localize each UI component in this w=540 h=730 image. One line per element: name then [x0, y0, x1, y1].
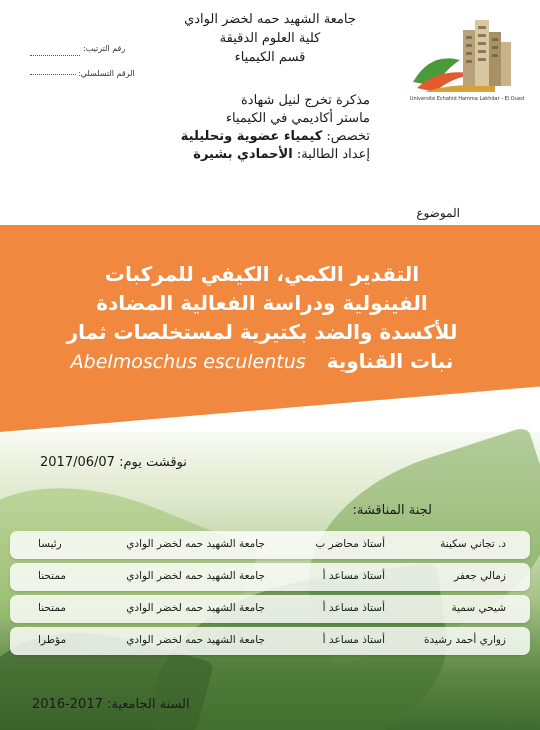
- member-rank: أستاذ مساعد أ: [322, 602, 385, 614]
- committee-row: [10, 627, 530, 655]
- defense-date-line: [40, 455, 187, 470]
- member-university: جامعة الشهيد حمه لخضر الوادي: [126, 634, 265, 646]
- title-line-2: الفينولية ودراسة الفعالية المضادة: [96, 291, 428, 315]
- member-role: رئيسا: [38, 538, 62, 550]
- ref-serial-dots: [30, 74, 76, 75]
- ref-order-dots: [30, 55, 80, 56]
- member-university: جامعة الشهيد حمه لخضر الوادي: [126, 570, 265, 582]
- title-plant-latin: Abelmoschus esculentus: [70, 351, 306, 373]
- thesis-degree-line: مذكرة تخرج لنيل شهادة: [240, 93, 370, 108]
- thesis-info: [70, 92, 370, 164]
- defense-label: نوقشت يوم:: [119, 455, 187, 470]
- thesis-title: [32, 260, 492, 377]
- faculty-name: كلية العلوم الدقيقة: [219, 31, 321, 46]
- ref-order-label: رقم الترتيب:: [83, 44, 126, 53]
- academic-year-value: 2016-2017: [32, 697, 103, 712]
- svg-text:Université Echahid Hamma Lakhd: Université Echahid Hamma Lakhdar - El Oued: [409, 96, 525, 102]
- specialty-value: كيمياء عضوية وتحليلية: [180, 129, 323, 144]
- title-plant-arabic: نبات القناوية: [326, 349, 454, 373]
- member-role: ممتحنا: [38, 570, 67, 582]
- title-line-4: [32, 347, 492, 377]
- member-rank: أستاذ مساعد أ: [322, 634, 385, 646]
- defense-date: 2017/06/07: [40, 455, 115, 470]
- member-role: مؤطرا: [38, 634, 67, 646]
- title-line-1: التقدير الكمي، الكيفي للمركبات: [104, 262, 420, 286]
- department-name: قسم الكيمياء: [234, 50, 306, 65]
- student-line: [70, 146, 370, 164]
- student-value: الأحمادي بشيرة: [193, 147, 293, 162]
- member-university: جامعة الشهيد حمه لخضر الوادي: [126, 538, 265, 550]
- member-rank: أستاذ مساعد أ: [322, 570, 385, 582]
- committee-row: [10, 563, 530, 591]
- student-label: إعداد الطالبة:: [296, 147, 370, 162]
- ref-serial-label: الرقم التسلسلي:: [78, 69, 135, 78]
- subject-label: الموضوع: [416, 206, 460, 220]
- thesis-program-line: ماستر أكاديمي في الكيمياء: [225, 111, 370, 126]
- member-name: زواري أحمد رشيدة: [423, 634, 506, 646]
- committee-row: [10, 531, 530, 559]
- member-rank: أستاذ محاضر ب: [315, 538, 385, 550]
- member-role: ممتحنا: [38, 602, 67, 614]
- specialty-label: تخصص:: [326, 129, 370, 144]
- specialty-line: [70, 128, 370, 146]
- university-logo-icon: [405, 12, 530, 104]
- university-name: جامعة الشهيد حمه لخضر الوادي: [184, 12, 356, 27]
- committee-label: لجنة المناقشة:: [352, 503, 432, 518]
- member-name: شيحي سمية: [451, 602, 506, 614]
- member-name: زمالي جعفر: [454, 570, 506, 582]
- member-name: د. تجاني سكينة: [440, 538, 506, 550]
- title-line-3: للأكسدة والضد بكتيرية لمستخلصات ثمار: [66, 320, 458, 344]
- academic-year-label: السنة الجامعية:: [107, 697, 190, 712]
- university-header: [150, 10, 390, 67]
- member-university: جامعة الشهيد حمه لخضر الوادي: [126, 602, 265, 614]
- committee-row: [10, 595, 530, 623]
- academic-year-line: [32, 697, 190, 712]
